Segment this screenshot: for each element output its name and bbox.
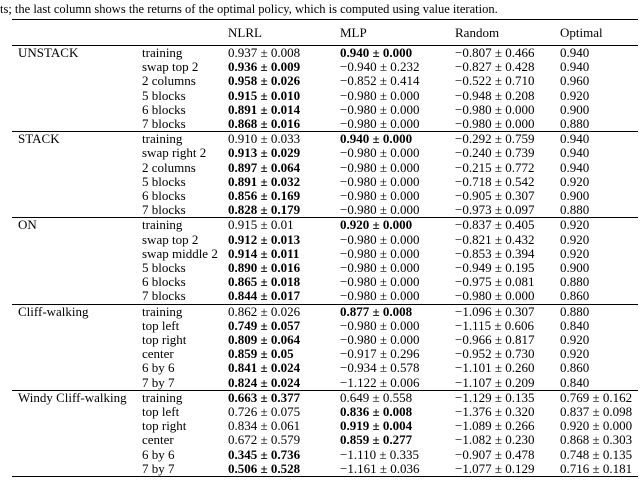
optimal-value: 0.940 xyxy=(560,145,590,161)
random-value: −0.975 ± 0.081 xyxy=(455,274,535,290)
mlp-value: −0.980 ± 0.000 xyxy=(340,288,420,304)
row-label: center xyxy=(142,432,174,448)
table-row xyxy=(12,448,638,462)
table-row xyxy=(12,390,638,405)
nlrl-value: 0.910 ± 0.033 xyxy=(228,132,340,147)
group-name xyxy=(12,103,142,117)
optimal-value: 0.860 xyxy=(560,288,590,304)
nlrl-value: 0.915 ± 0.010 xyxy=(228,87,301,103)
group-name xyxy=(12,433,142,447)
optimal-value: 0.940 xyxy=(560,132,638,147)
group-name xyxy=(12,175,142,189)
random-value: −1.101 ± 0.260 xyxy=(455,360,535,376)
table-row xyxy=(12,203,638,218)
mlp-value: −1.110 ± 0.335 xyxy=(340,446,419,462)
random-value: −0.905 ± 0.307 xyxy=(455,188,535,204)
nlrl-value: 0.506 ± 0.528 xyxy=(228,460,301,476)
nlrl-value: 0.663 ± 0.377 xyxy=(228,390,340,405)
random-value: −0.522 ± 0.710 xyxy=(455,73,535,89)
mlp-value: −0.980 ± 0.000 xyxy=(340,159,420,175)
mlp-value: −0.980 ± 0.000 xyxy=(340,202,420,218)
row-label: training xyxy=(142,390,228,405)
mlp-value: −0.980 ± 0.000 xyxy=(340,274,420,290)
random-value: −0.837 ± 0.405 xyxy=(455,218,560,233)
nlrl-value: 0.809 ± 0.064 xyxy=(228,332,301,348)
nlrl-value: 0.859 ± 0.05 xyxy=(228,346,294,362)
column-header-random: Random xyxy=(455,20,560,46)
group-name xyxy=(12,405,142,419)
optimal-value: 0.880 xyxy=(560,304,638,319)
optimal-value: 0.837 ± 0.098 xyxy=(560,404,633,420)
optimal-value: 0.868 ± 0.303 xyxy=(560,432,633,448)
row-label: 5 blocks xyxy=(142,87,186,103)
nlrl-value: 0.672 ± 0.579 xyxy=(228,432,301,448)
group-name xyxy=(12,117,142,132)
random-value: −0.292 ± 0.759 xyxy=(455,132,560,147)
group-name xyxy=(12,89,142,103)
nlrl-value: 0.913 ± 0.029 xyxy=(228,145,301,161)
optimal-value: 0.920 xyxy=(560,218,638,233)
mlp-value: −0.980 ± 0.000 xyxy=(340,260,420,276)
random-value: −0.807 ± 0.466 xyxy=(455,45,535,60)
row-label: swap top 2 xyxy=(142,59,199,75)
group-name: ON xyxy=(12,218,142,233)
nlrl-value: 0.345 ± 0.736 xyxy=(228,446,301,462)
optimal-value: 0.900 xyxy=(560,188,590,204)
table-row xyxy=(12,146,638,160)
table-row xyxy=(12,117,638,132)
row-label: 6 by 6 xyxy=(142,446,175,462)
optimal-value: 0.880 xyxy=(560,116,590,132)
table-row xyxy=(12,247,638,261)
table-row xyxy=(12,233,638,247)
random-value: −0.853 ± 0.394 xyxy=(455,245,535,261)
mlp-value: 0.940 ± 0.000 xyxy=(340,132,455,147)
results-table xyxy=(12,19,638,477)
random-value: −0.718 ± 0.542 xyxy=(455,173,535,189)
table-row xyxy=(12,333,638,347)
optimal-value: 0.920 xyxy=(560,87,590,103)
table-row xyxy=(12,319,638,333)
group-name xyxy=(12,146,142,160)
table-row xyxy=(12,361,638,375)
mlp-value: −0.980 ± 0.000 xyxy=(340,173,420,189)
group-name xyxy=(12,376,142,391)
group-name: STACK xyxy=(12,132,142,147)
nlrl-value: 0.915 ± 0.01 xyxy=(228,218,340,233)
optimal-value: 0.880 xyxy=(560,274,590,290)
optimal-value: 0.840 xyxy=(560,374,590,390)
optimal-value: 0.940 xyxy=(560,45,590,60)
random-value: −0.949 ± 0.195 xyxy=(455,260,535,276)
row-label: training xyxy=(142,45,183,60)
random-value: −0.980 ± 0.000 xyxy=(455,116,535,132)
table-row xyxy=(12,405,638,419)
nlrl-value: 0.891 ± 0.014 xyxy=(228,101,301,117)
nlrl-value: 0.897 ± 0.064 xyxy=(228,159,301,175)
group-name xyxy=(12,189,142,203)
random-value: −1.376 ± 0.320 xyxy=(455,404,535,420)
table-row xyxy=(12,60,638,74)
mlp-value: −1.122 ± 0.006 xyxy=(340,374,420,390)
row-label: 6 blocks xyxy=(142,274,186,290)
optimal-value: 0.920 xyxy=(560,173,590,189)
mlp-value: −0.940 ± 0.232 xyxy=(340,59,420,75)
random-value: −0.980 ± 0.000 xyxy=(455,101,535,117)
header-spacer-group xyxy=(12,20,142,46)
optimal-value: 0.960 xyxy=(560,73,590,89)
row-label: swap middle 2 xyxy=(142,245,218,261)
optimal-value: 0.920 xyxy=(560,245,590,261)
mlp-value: −0.980 ± 0.000 xyxy=(340,87,420,103)
nlrl-value: 0.726 ± 0.075 xyxy=(228,404,301,420)
random-value: −0.215 ± 0.772 xyxy=(455,159,535,175)
nlrl-value: 0.937 ± 0.008 xyxy=(228,45,301,60)
nlrl-value: 0.958 ± 0.026 xyxy=(228,73,301,89)
nlrl-value: 0.865 ± 0.018 xyxy=(228,274,301,290)
mlp-value: −0.980 ± 0.000 xyxy=(340,145,420,161)
table-row xyxy=(12,189,638,203)
column-header-mlp: MLP xyxy=(340,20,455,46)
row-label: top left xyxy=(142,404,180,420)
optimal-value: 0.840 xyxy=(560,317,590,333)
row-label: 2 columns xyxy=(142,159,196,175)
optimal-value: 0.880 xyxy=(560,202,590,218)
mlp-value: 0.649 ± 0.558 xyxy=(340,390,455,405)
nlrl-value: 0.890 ± 0.016 xyxy=(228,260,301,276)
table-row xyxy=(12,462,638,477)
nlrl-value: 0.828 ± 0.179 xyxy=(228,202,301,218)
group-name xyxy=(12,247,142,261)
table-row xyxy=(12,46,638,61)
mlp-value: −0.980 ± 0.000 xyxy=(340,245,420,261)
mlp-value: 0.836 ± 0.008 xyxy=(340,404,413,420)
random-value: −0.827 ± 0.428 xyxy=(455,59,535,75)
optimal-value: 0.920 xyxy=(560,231,590,247)
table-row xyxy=(12,433,638,447)
group-name xyxy=(12,74,142,88)
mlp-value: −0.980 ± 0.000 xyxy=(340,101,420,117)
random-value: −1.115 ± 0.606 xyxy=(455,317,534,333)
mlp-value: 0.919 ± 0.004 xyxy=(340,418,413,434)
random-value: −0.907 ± 0.478 xyxy=(455,446,535,462)
optimal-value: 0.716 ± 0.181 xyxy=(560,460,633,476)
optimal-value: 0.748 ± 0.135 xyxy=(560,446,633,462)
nlrl-value: 0.856 ± 0.169 xyxy=(228,188,301,204)
random-value: −0.980 ± 0.000 xyxy=(455,288,535,304)
mlp-value: −1.161 ± 0.036 xyxy=(340,460,420,476)
random-value: −1.129 ± 0.135 xyxy=(455,390,560,405)
mlp-value: −0.980 ± 0.000 xyxy=(340,231,420,247)
group-name xyxy=(12,161,142,175)
group-name: Windy Cliff-walking xyxy=(12,390,142,405)
table-row xyxy=(12,275,638,289)
mlp-value: −0.980 ± 0.000 xyxy=(340,188,420,204)
row-label: swap top 2 xyxy=(142,231,199,247)
table-caption: ts; the last column shows the returns of the optimal policy, which is computed using value iteration. xyxy=(0,2,498,16)
table-row xyxy=(12,419,638,433)
group-name xyxy=(12,203,142,218)
header-spacer-label xyxy=(142,20,228,46)
row-label: 6 blocks xyxy=(142,188,186,204)
group-name xyxy=(12,289,142,304)
row-label: training xyxy=(142,218,228,233)
random-value: −1.089 ± 0.266 xyxy=(455,418,535,434)
nlrl-value: 0.841 ± 0.024 xyxy=(228,360,301,376)
group-name: UNSTACK xyxy=(18,45,79,60)
nlrl-value: 0.749 ± 0.057 xyxy=(228,317,301,333)
row-label: 2 columns xyxy=(142,73,196,89)
group-name xyxy=(12,419,142,433)
row-label: training xyxy=(142,132,228,147)
row-label: top right xyxy=(142,418,187,434)
nlrl-value: 0.936 ± 0.009 xyxy=(228,59,301,75)
row-label: top right xyxy=(142,332,187,348)
random-value: −0.821 ± 0.432 xyxy=(455,231,535,247)
table-row xyxy=(12,304,638,319)
random-value: −0.240 ± 0.739 xyxy=(455,145,535,161)
group-name: Cliff-walking xyxy=(12,304,142,319)
group-name xyxy=(12,347,142,361)
optimal-value: 0.920 xyxy=(560,346,590,362)
column-header-optimal: Optimal xyxy=(560,20,638,46)
random-value: −0.952 ± 0.730 xyxy=(455,346,535,362)
group-name xyxy=(12,60,142,74)
random-value: −0.966 ± 0.817 xyxy=(455,332,535,348)
random-value: −0.973 ± 0.097 xyxy=(455,202,535,218)
row-label: 7 by 7 xyxy=(142,374,175,390)
mlp-value: 0.940 ± 0.000 xyxy=(340,45,413,60)
table-row xyxy=(12,161,638,175)
group-name xyxy=(12,333,142,347)
table-row xyxy=(12,89,638,103)
table-row xyxy=(12,132,638,147)
mlp-value: −0.852 ± 0.414 xyxy=(340,73,420,89)
group-name xyxy=(12,361,142,375)
table-row xyxy=(12,175,638,189)
random-value: −0.948 ± 0.208 xyxy=(455,87,535,103)
optimal-value: 0.920 xyxy=(560,332,590,348)
row-label: 5 blocks xyxy=(142,173,186,189)
mlp-value: 0.859 ± 0.277 xyxy=(340,432,413,448)
nlrl-value: 0.868 ± 0.016 xyxy=(228,116,301,132)
group-name xyxy=(12,275,142,289)
table-row xyxy=(12,376,638,391)
row-label: swap right 2 xyxy=(142,145,207,161)
group-name xyxy=(12,233,142,247)
random-value: −1.077 ± 0.129 xyxy=(455,460,535,476)
mlp-value: −0.934 ± 0.578 xyxy=(340,360,420,376)
mlp-value: −0.980 ± 0.000 xyxy=(340,332,420,348)
mlp-value: 0.877 ± 0.008 xyxy=(340,304,455,319)
group-name xyxy=(12,448,142,462)
row-label: 5 blocks xyxy=(142,260,186,276)
row-label: 6 blocks xyxy=(142,101,186,117)
nlrl-value: 0.844 ± 0.017 xyxy=(228,288,301,304)
group-name xyxy=(12,261,142,275)
optimal-value: 0.900 xyxy=(560,260,590,276)
optimal-value: 0.900 xyxy=(560,101,590,117)
mlp-value: 0.920 ± 0.000 xyxy=(340,218,455,233)
random-value: −1.096 ± 0.307 xyxy=(455,304,560,319)
nlrl-value: 0.834 ± 0.061 xyxy=(228,418,301,434)
row-label: 7 blocks xyxy=(142,288,186,304)
group-name xyxy=(12,462,142,477)
optimal-value: 0.769 ± 0.162 xyxy=(560,390,638,405)
row-label: 7 blocks xyxy=(142,202,186,218)
column-header-nlrl: NLRL xyxy=(228,20,340,46)
table-row xyxy=(12,74,638,88)
mlp-value: −0.917 ± 0.296 xyxy=(340,346,420,362)
row-label: 7 blocks xyxy=(142,116,186,132)
nlrl-value: 0.912 ± 0.013 xyxy=(228,231,301,247)
table-row xyxy=(12,347,638,361)
header-row xyxy=(12,20,638,46)
optimal-value: 0.940 xyxy=(560,59,590,75)
table-header xyxy=(12,20,638,46)
nlrl-value: 0.824 ± 0.024 xyxy=(228,374,301,390)
row-label: 6 by 6 xyxy=(142,360,175,376)
optimal-value: 0.940 xyxy=(560,159,590,175)
group-name xyxy=(12,319,142,333)
table-body xyxy=(12,46,638,477)
table-row xyxy=(12,261,638,275)
mlp-value: −0.980 ± 0.000 xyxy=(340,116,420,132)
row-label: 7 by 7 xyxy=(142,460,175,476)
table-row xyxy=(12,218,638,233)
row-label: center xyxy=(142,346,174,362)
random-value: −1.107 ± 0.209 xyxy=(455,374,535,390)
nlrl-value: 0.862 ± 0.026 xyxy=(228,304,340,319)
table-row xyxy=(12,289,638,304)
nlrl-value: 0.914 ± 0.011 xyxy=(228,245,300,261)
random-value: −1.082 ± 0.230 xyxy=(455,432,535,448)
row-label: training xyxy=(142,304,228,319)
row-label: top left xyxy=(142,317,180,333)
nlrl-value: 0.891 ± 0.032 xyxy=(228,173,301,189)
mlp-value: −0.980 ± 0.000 xyxy=(340,317,420,333)
optimal-value: 0.860 xyxy=(560,360,590,376)
optimal-value: 0.920 ± 0.000 xyxy=(560,418,633,434)
table-row xyxy=(12,103,638,117)
